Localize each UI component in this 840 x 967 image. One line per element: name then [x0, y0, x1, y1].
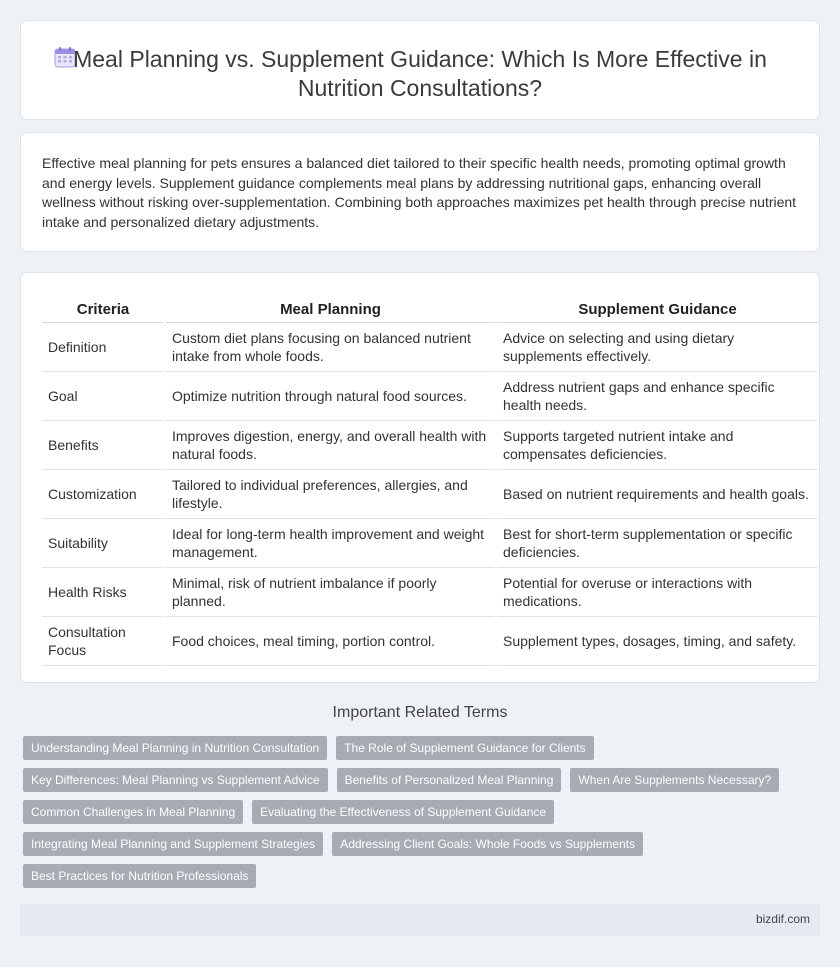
related-term-tag[interactable]: Integrating Meal Planning and Supplement Strategies: [23, 832, 323, 856]
title-card: [20, 20, 820, 120]
row-meal-planning: Minimal, risk of nutrient imbalance if poorly planned.: [165, 567, 496, 616]
table-row: [42, 518, 818, 567]
row-supplement-guidance: Address nutrient gaps and enhance specific health needs.: [496, 371, 818, 420]
row-criteria: Customization: [42, 469, 165, 518]
comparison-table: [42, 298, 818, 666]
related-term-tag[interactable]: Addressing Client Goals: Whole Foods vs Supplements: [332, 832, 643, 856]
header-criteria: Criteria: [42, 298, 165, 322]
comparison-card: [20, 272, 820, 683]
row-meal-planning: Custom diet plans focusing on balanced nutrient intake from whole foods.: [165, 322, 496, 371]
related-term-tag[interactable]: The Role of Supplement Guidance for Clients: [336, 736, 593, 760]
row-criteria: Health Risks: [42, 567, 165, 616]
table-row: [42, 371, 818, 420]
intro-card: [20, 132, 820, 252]
related-term-tag[interactable]: Understanding Meal Planning in Nutrition Consultation: [23, 736, 327, 760]
row-supplement-guidance: Based on nutrient requirements and health goals.: [496, 469, 818, 518]
row-supplement-guidance: Supplement types, dosages, timing, and safety.: [496, 616, 818, 665]
term-row: [23, 864, 803, 888]
table-row: [42, 420, 818, 469]
row-meal-planning: Improves digestion, energy, and overall health with natural foods.: [165, 420, 496, 469]
term-row: [23, 800, 803, 824]
row-supplement-guidance: Best for short-term supplementation or specific deficiencies.: [496, 518, 818, 567]
footer-site[interactable]: bizdif.com: [755, 912, 810, 926]
related-terms: [23, 736, 803, 896]
intro-paragraph: Effective meal planning for pets ensures a balanced diet tailored to their specific health needs, promoting optimal growth and energy levels. Supplement guidance complements meal plans by addressing nutritional gaps, enhancing overall wellness without risking over-supplementation. Combining both approaches maximizes pet health through precise nutrient intake and personalized dietary adjustments.: [42, 155, 797, 230]
related-term-tag[interactable]: When Are Supplements Necessary?: [570, 768, 779, 792]
table-row: [42, 469, 818, 518]
table-row: [42, 322, 818, 371]
related-term-tag[interactable]: Best Practices for Nutrition Professionals: [23, 864, 256, 888]
header-meal-planning: Meal Planning: [165, 298, 496, 322]
row-criteria: Benefits: [42, 420, 165, 469]
row-supplement-guidance: Potential for overuse or interactions with medications.: [496, 567, 818, 616]
related-term-tag[interactable]: Benefits of Personalized Meal Planning: [337, 768, 562, 792]
footer: [20, 904, 820, 936]
term-row: [23, 832, 803, 856]
related-term-tag[interactable]: Key Differences: Meal Planning vs Supplement Advice: [23, 768, 328, 792]
related-term-tag[interactable]: Evaluating the Effectiveness of Supplement Guidance: [252, 800, 554, 824]
row-criteria: Goal: [42, 371, 165, 420]
row-criteria: Consultation Focus: [42, 616, 165, 665]
row-meal-planning: Optimize nutrition through natural food sources.: [165, 371, 496, 420]
term-row: [23, 768, 803, 792]
row-supplement-guidance: Advice on selecting and using dietary supplements effectively.: [496, 322, 818, 371]
page-title: Meal Planning vs. Supplement Guidance: Which Is More Effective in Nutrition Consultations?: [73, 46, 767, 101]
row-meal-planning: Ideal for long-term health improvement and weight management.: [165, 518, 496, 567]
table-row: [42, 616, 818, 665]
related-terms-heading: Important Related Terms: [332, 704, 508, 721]
term-row: [23, 736, 803, 760]
header-supplement-guidance: Supplement Guidance: [496, 298, 818, 322]
table-header-row: [42, 298, 818, 322]
row-supplement-guidance: Supports targeted nutrient intake and compensates deficiencies.: [496, 420, 818, 469]
table-row: [42, 567, 818, 616]
row-criteria: Suitability: [42, 518, 165, 567]
related-term-tag[interactable]: Common Challenges in Meal Planning: [23, 800, 243, 824]
row-criteria: Definition: [42, 322, 165, 371]
row-meal-planning: Tailored to individual preferences, allergies, and lifestyle.: [165, 469, 496, 518]
row-meal-planning: Food choices, meal timing, portion control.: [165, 616, 496, 665]
